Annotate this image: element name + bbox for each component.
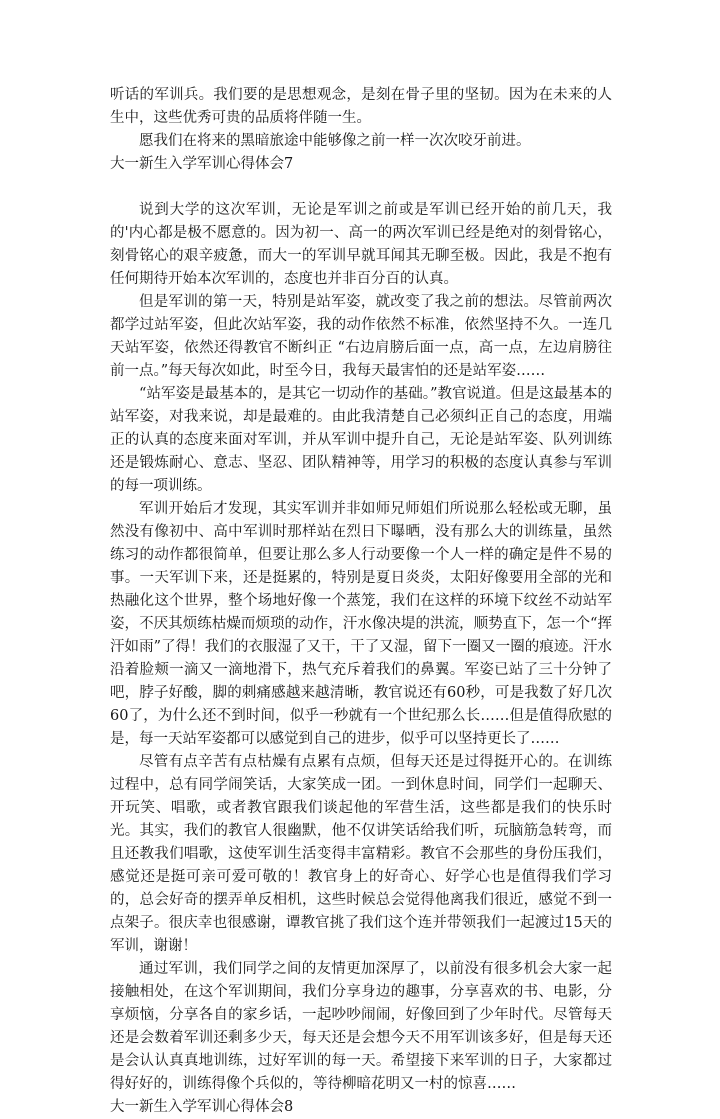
section-heading-8: 大一新生入学军训心得体会8 <box>110 1099 294 1115</box>
paragraph-continued: 听话的军训兵。我们要的是思想观念，是刻在骨子里的坚韧。因为在未来的人生中，这些优秀可贵的品质将伴随一生。 <box>110 87 612 126</box>
blank-line <box>110 176 612 199</box>
paragraph: 军训开始后才发现，其实军训并非如师兄师姐们所说那么轻松或无聊，虽然没有像初中、高中军训时那样站在烈日下曝晒，没有那么大的训练量，虽然练习的动作都很简单，但要让那么多人行动要像一个人一样的确定是件不易的事。一天军训下来，还是挺累的，特别是夏日炎炎，太阳好像要用全部的光和热融化这个世界，整个场地好像一个蒸笼，我们在这样的环境下纹丝不动站军姿，不厌其烦练枯燥而烦琐的动作，汗水像决堤的洪流，顺势直下，怎一个“挥汗如雨”了得！我们的衣服湿了又干，干了又湿，留下一圈又一圈的痕迹。汗水沿着脸颊一滴又一滴地滑下，热气充斥着我们的鼻翼。军姿已站了三十分钟了吧，脖子好酸，脚的刺痛感越来越清晰，教官说还有60秒，可是我数了好几次60了，为什么还不到时间，似乎一秒就有一个世纪那么长……但是值得欣慰的是，每一天站军姿都可以感觉到自己的进步，似乎可以坚持更长了…… <box>110 501 612 747</box>
paragraph: “站军姿是最基本的，是其它一切动作的基础。”教官说道。但是这最基本的站军姿，对我来说，却是最难的。由此我清楚自己必须纠正自己的态度，用端正的认真的态度来面对军训，并从军训中提升自己，无论是站军姿、队列训练还是锻炼耐心、意志、坚忍、团队精神等，用学习的积极的态度认真参与军训的每一项训练。 <box>110 386 612 494</box>
section-heading-7: 大一新生入学军训心得体会7 <box>110 156 294 172</box>
paragraph: 说到大学的这次军训，无论是军训之前或是军训已经开始的前几天，我的'内心都是极不愿意的。因为初一、高一的两次军训已经是绝对的刻骨铭心，刻骨铭心的艰辛疲惫，而大一的军训早就耳闻其无聊至极。因此，我是不抱有任何期待开始本次军训的，态度也并非百分百的认真。 <box>110 202 612 287</box>
paragraph: 通过军训，我们同学之间的友情更加深厚了，以前没有很多机会大家一起接触相处，在这个军训期间，我们分享身边的趣事，分享喜欢的书、电影，分享烦恼，分享各自的家乡话，一起吵吵闹闹，好像回到了少年时代。尽管每天还是会数着军训还剩多少天，每天还是会想今天不用军训该多好，但是每天还是会认认真真地训练，过好军训的每一天。希望接下来军训的日子，大家都过得好好的，训练得像个兵似的，等待柳暗花明又一村的惊喜…… <box>110 961 612 1092</box>
paragraph: 但是军训的第一天，特别是站军姿，就改变了我之前的想法。尽管前两次都学过站军姿，但此次站军姿，我的动作依然不标准，依然坚持不久。一连几天站军姿，依然还得教官不断纠正 “右边肩膀后面一点，高一点，左边肩膀往前一点。”每天每次如此，时至今日，我每天最害怕的还是站军姿…… <box>110 294 612 379</box>
document-page <box>110 84 612 1119</box>
paragraph: 尽管有点辛苦有点枯燥有点累有点烦，但每天还是过得挺开心的。在训练过程中，总有同学闹笑话，大家笑成一团。一到休息时间，同学们一起聊天、开玩笑、唱歌，或者教官跟我们谈起他的军营生活，这些都是我们的快乐时光。其实，我们的教官人很幽默，他不仅讲笑话给我们听，玩脑筋急转弯，而且还教我们唱歌，这使军训生活变得丰富精彩。教官不会那些的身份压我们，感觉还是挺可亲可爱可敬的！教官身上的好奇心、好学心也是值得我们学习的，总会好奇的摆弄单反相机，这些时候总会觉得他离我们很近，感觉不到一点架子。很庆幸也很感谢，谭教官挑了我们这个连并带领我们一起渡过15天的军训，谢谢！ <box>110 754 612 954</box>
paragraph-closing-wish: 愿我们在将来的黑暗旅途中能够像之前一样一次次咬牙前进。 <box>139 133 531 149</box>
